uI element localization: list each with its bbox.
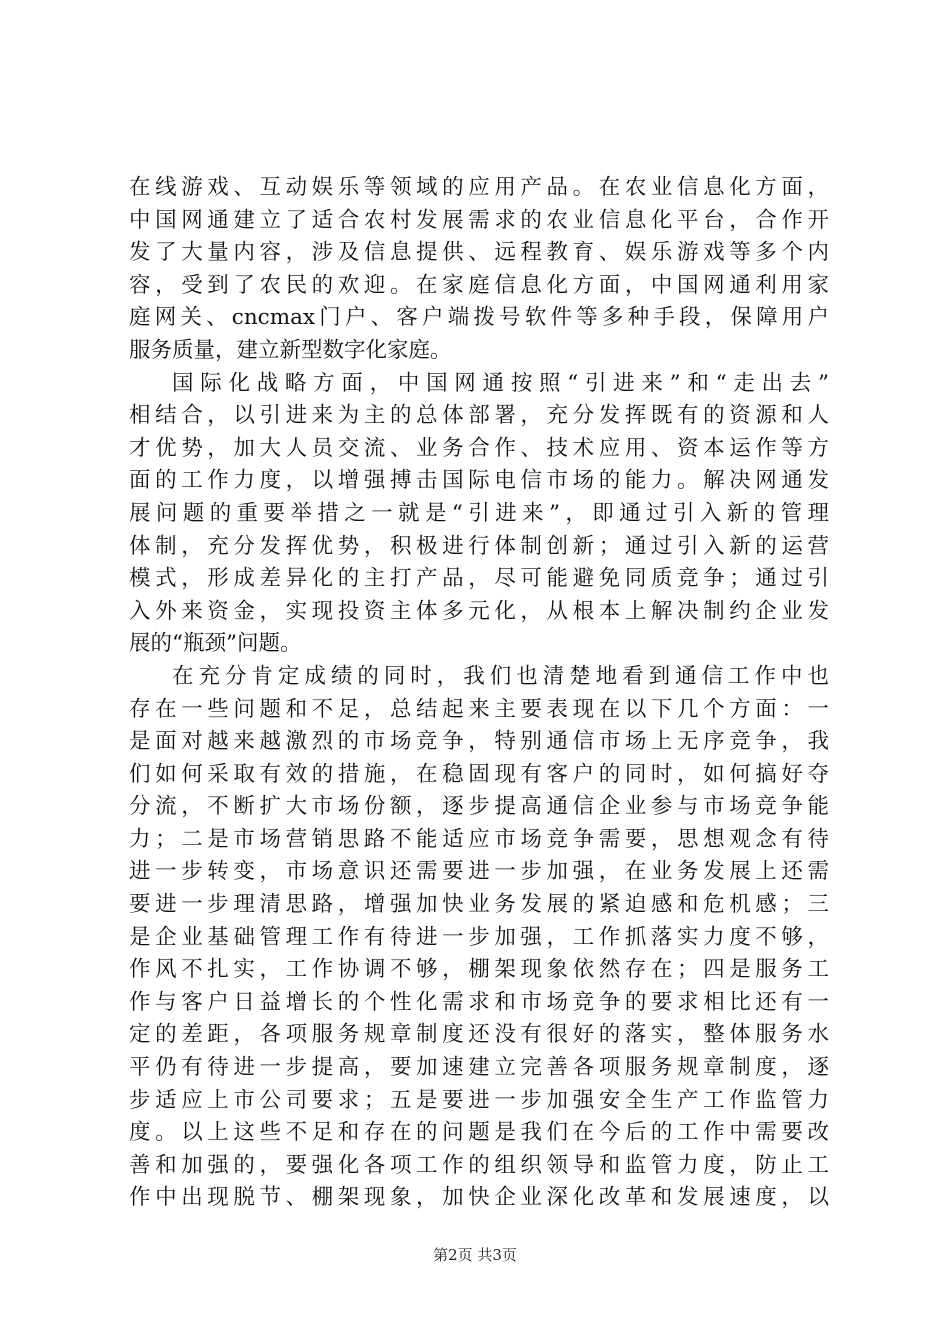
text-line: 才优势，加大人员交流、业务合作、技术应用、资本运作等方: [129, 435, 829, 461]
text-line: 平仍有待进一步提高，要加速建立完善各项服务规章制度，逐: [129, 1055, 829, 1081]
text-line: 在充分肯定成绩的同时，我们也清楚地看到通信工作中也: [172, 663, 829, 689]
text-line: 在线游戏、互动娱乐等领域的应用产品。在农业信息化方面，: [129, 175, 829, 200]
text-line: 中国网通建立了适合农村发展需求的农业信息化平台，合作开: [129, 207, 829, 233]
text-line: 力；二是市场营销思路不能适应市场竞争需要，思想观念有待: [129, 826, 829, 852]
text-line: 庭网关、cncmax门户、客户端拨号软件等多种手段，保障用户: [129, 305, 829, 331]
text-line: 容，受到了农民的欢迎。在家庭信息化方面，中国网通利用家: [129, 272, 829, 298]
text-line: 服务质量，建立新型数字化家庭。: [129, 337, 452, 363]
text-line: 体制，充分发挥优势，积极进行体制创新；通过引入新的运营: [129, 533, 829, 559]
paragraph-2: [129, 368, 829, 661]
text-line: 存在一些问题和不足，总结起来主要表现在以下几个方面：一: [129, 696, 829, 722]
text-line: 入外来资金，实现投资主体多元化，从根本上解决制约企业发: [129, 598, 829, 624]
text-line: 是面对越来越激烈的市场竞争，特别通信市场上无序竞争，我: [129, 729, 829, 755]
text-line: 作中出现脱节、棚架现象，加快企业深化改革和发展速度，以: [129, 1185, 829, 1211]
text-line: 相结合，以引进来为主的总体部署，充分发挥既有的资源和人: [129, 403, 829, 429]
text-line: 分流，不断扩大市场份额，逐步提高通信企业参与市场竞争能: [129, 794, 829, 820]
text-line: 展的“瓶颈”问题。: [129, 631, 302, 657]
text-line: 是企业基础管理工作有待进一步加强，工作抓落实力度不够，: [129, 924, 829, 950]
text-line: 国际化战略方面，中国网通按照“引进来”和“走出去”: [172, 370, 829, 396]
text-line: 善和加强的，要强化各项工作的组织领导和监管力度，防止工: [129, 1152, 829, 1178]
text-line: 作风不扎实，工作协调不够，棚架现象依然存在；四是服务工: [129, 957, 829, 983]
text-line: 们如何采取有效的措施，在稳固现有客户的同时，如何搞好夺: [129, 761, 829, 787]
paragraph-1: [129, 172, 829, 368]
page-footer: [0, 1244, 950, 1265]
page-number-label: 第2页 共3页: [433, 1246, 517, 1264]
text-line: 面的工作力度，以增强搏击国际电信市场的能力。解决网通发: [129, 468, 829, 494]
text-line: 度。以上这些不足和存在的问题是我们在今后的工作中需要改: [129, 1120, 829, 1146]
text-line: 进一步转变，市场意识还需要进一步加强，在业务发展上还需: [129, 859, 829, 885]
text-line: 发了大量内容，涉及信息提供、远程教育、娱乐游戏等多个内: [129, 240, 829, 266]
text-line: 模式，形成差异化的主打产品，尽可能避免同质竞争；通过引: [129, 566, 829, 592]
paragraph-3: [129, 661, 829, 1215]
text-line: 展问题的重要举措之一就是“引进来”，即通过引入新的管理: [129, 500, 829, 526]
text-line: 要进一步理清思路，增强加快业务发展的紧迫感和危机感；三: [129, 892, 829, 918]
text-line: 步适应上市公司要求；五是要进一步加强安全生产工作监管力: [129, 1087, 829, 1113]
text-line: 作与客户日益增长的个性化需求和市场竞争的要求相比还有一: [129, 989, 829, 1015]
text-line: 定的差距，各项服务规章制度还没有很好的落实，整体服务水: [129, 1022, 829, 1048]
document-body: [129, 172, 829, 1215]
